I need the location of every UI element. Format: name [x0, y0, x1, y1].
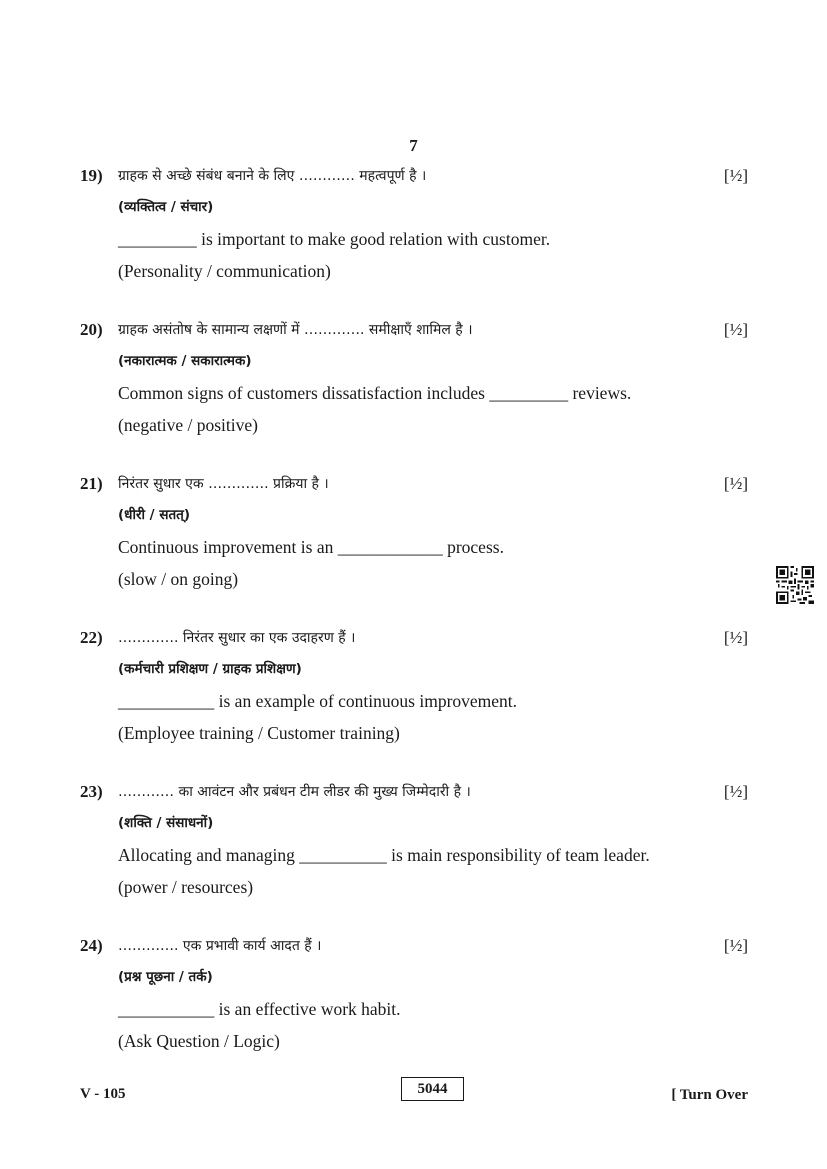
question-header [80, 626, 748, 650]
question-header [80, 164, 748, 188]
page-number: 7 [409, 136, 418, 155]
page-serial-code: 5044 [401, 1077, 464, 1101]
question-header [80, 780, 748, 804]
options-english: (power / resources) [118, 877, 254, 897]
options-english: (slow / on going) [118, 569, 239, 589]
question-header [80, 472, 748, 496]
options-english: (Ask Question / Logic) [118, 1031, 280, 1051]
question-number: 21) [80, 474, 103, 493]
options-english: (Personality / communication) [118, 261, 331, 281]
question-marks: [½] [723, 320, 748, 339]
question-20 [80, 318, 748, 458]
question-marks: [½] [723, 166, 748, 185]
question-text-english: _________ is important to make good relation with customer. [118, 229, 551, 249]
question-marks: [½] [723, 474, 748, 493]
options-hindi: (धीरी / सतत्) [118, 507, 191, 523]
options-hindi: (व्यक्तित्व / संचार) [118, 199, 214, 215]
turn-over-label: [ Turn Over [671, 1087, 748, 1103]
question-header [80, 318, 748, 342]
question-marks: [½] [723, 782, 748, 801]
question-text-hindi: …………. एक प्रभावी कार्य आदत हैं । [118, 938, 322, 954]
question-number: 19) [80, 166, 103, 185]
question-number: 24) [80, 936, 103, 955]
question-22 [80, 626, 748, 766]
options-hindi: (शक्ति / संसाधनों) [118, 815, 214, 831]
options-hindi: (नकारात्मक / सकारात्मक) [118, 353, 252, 369]
qr-code-icon [776, 566, 814, 604]
question-number: 22) [80, 628, 103, 647]
question-number: 23) [80, 782, 103, 801]
question-number: 20) [80, 320, 103, 339]
question-marks: [½] [723, 628, 748, 647]
question-text-hindi: ग्राहक से अच्छे संबंध बनाने के लिए ………… महत्वपूर्ण है । [118, 168, 427, 184]
options-english: (Employee training / Customer training) [118, 723, 400, 743]
question-text-english: ___________ is an example of continuous improvement. [118, 691, 518, 711]
question-19 [80, 164, 748, 304]
question-text-english: Common signs of customers dissatisfaction includes _________ reviews. [118, 383, 632, 403]
question-23 [80, 780, 748, 920]
question-text-hindi: ग्राहक असंतोष के सामान्य लक्षणों में …………. समीक्षाएँ शामिल है । [118, 322, 473, 338]
options-hindi: (कर्मचारी प्रशिक्षण / ग्राहक प्रशिक्षण) [118, 661, 302, 677]
question-24 [80, 934, 748, 1074]
question-text-hindi: ………… का आवंटन और प्रबंधन टीम लीडर की मुख्य जिम्मेदारी है । [118, 784, 471, 800]
paper-code: V - 105 [80, 1086, 126, 1102]
question-text-hindi: निरंतर सुधार एक …………. प्रक्रिया है । [118, 476, 329, 492]
question-text-hindi: …………. निरंतर सुधार का एक उदाहरण हैं । [118, 630, 356, 646]
question-header [80, 934, 748, 958]
question-text-english: ___________ is an effective work habit. [118, 999, 401, 1019]
question-21 [80, 472, 748, 612]
options-hindi: (प्रश्न पूछना / तर्क) [118, 969, 213, 985]
options-english: (negative / positive) [118, 415, 258, 435]
question-text-english: Allocating and managing __________ is main responsibility of team leader. [118, 845, 650, 865]
question-text-english: Continuous improvement is an ____________ process. [118, 537, 504, 557]
question-marks: [½] [723, 936, 748, 955]
